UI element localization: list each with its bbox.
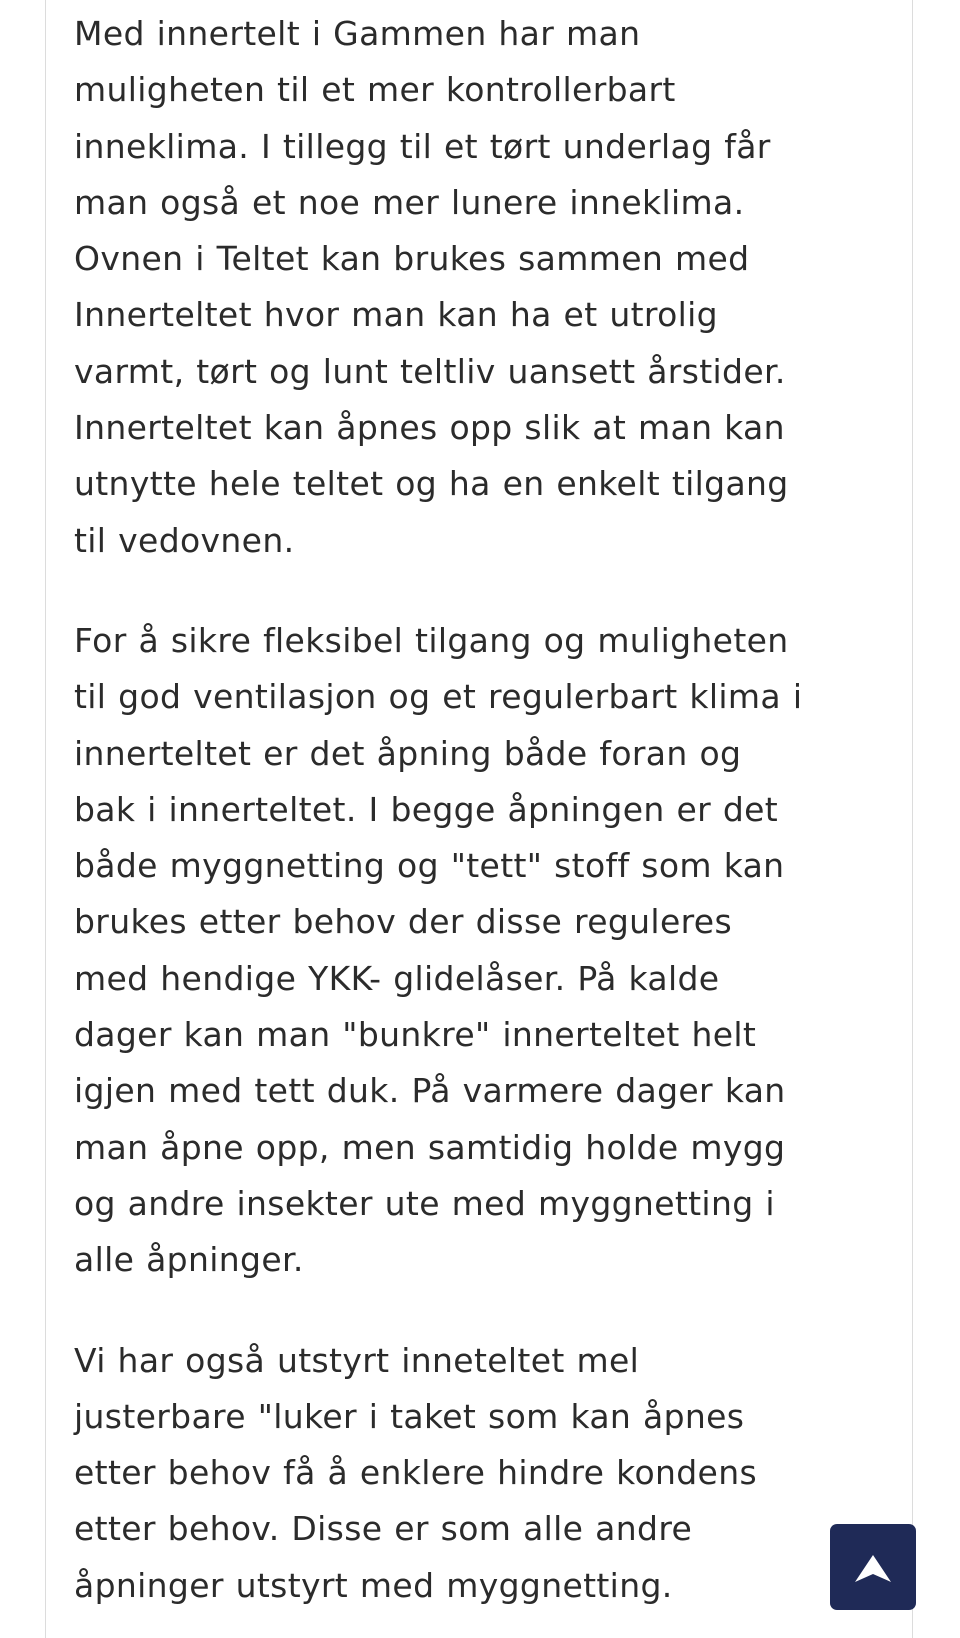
article-paragraph-innertelt: Med innertelt i Gammen har man muligheten til et mer kontrollerbart inneklima. I tillegg til et tørt underlag får man også et noe mer lunere inneklima. Ovnen i Teltet kan brukes sammen med Innerteltet hvor man kan ha et utrolig varmt, tørt og lunt teltliv uansett årstider. Innerteltet kan åpnes opp slik at man kan utnytte hele teltet og ha en enkelt tilgang til vedovnen. [74,14,789,560]
article-body [74,6,894,1614]
chevron-up-icon [851,1545,895,1589]
article-paragraph-takluker: Vi har også utstyrt inneteltet mel justerbare "luker i taket som kan åpnes etter behov få å enklere hindre kondens etter behov. Disse er som alle andre åpninger utstyrt med myggnetting. [74,1340,758,1605]
article-paragraph-ventilasjon: For å sikre fleksibel tilgang og muligheten til god ventilasjon og et regulerbart klima i innerteltet er det åpning både foran og bak i innerteltet. I begge åpningen er det både myggnetting og "tett" stoff som kan brukes etter behov der disse reguleres med hendige YKK- glidelåser. På kalde dager kan man "bunkre" innerteltet helt igjen med tett duk. På varmere dager kan man åpne opp, men samtidig holde mygg og andre insekter ute med myggnetting i alle åpninger. [74,620,803,1280]
scroll-to-top-button[interactable] [830,1524,916,1610]
